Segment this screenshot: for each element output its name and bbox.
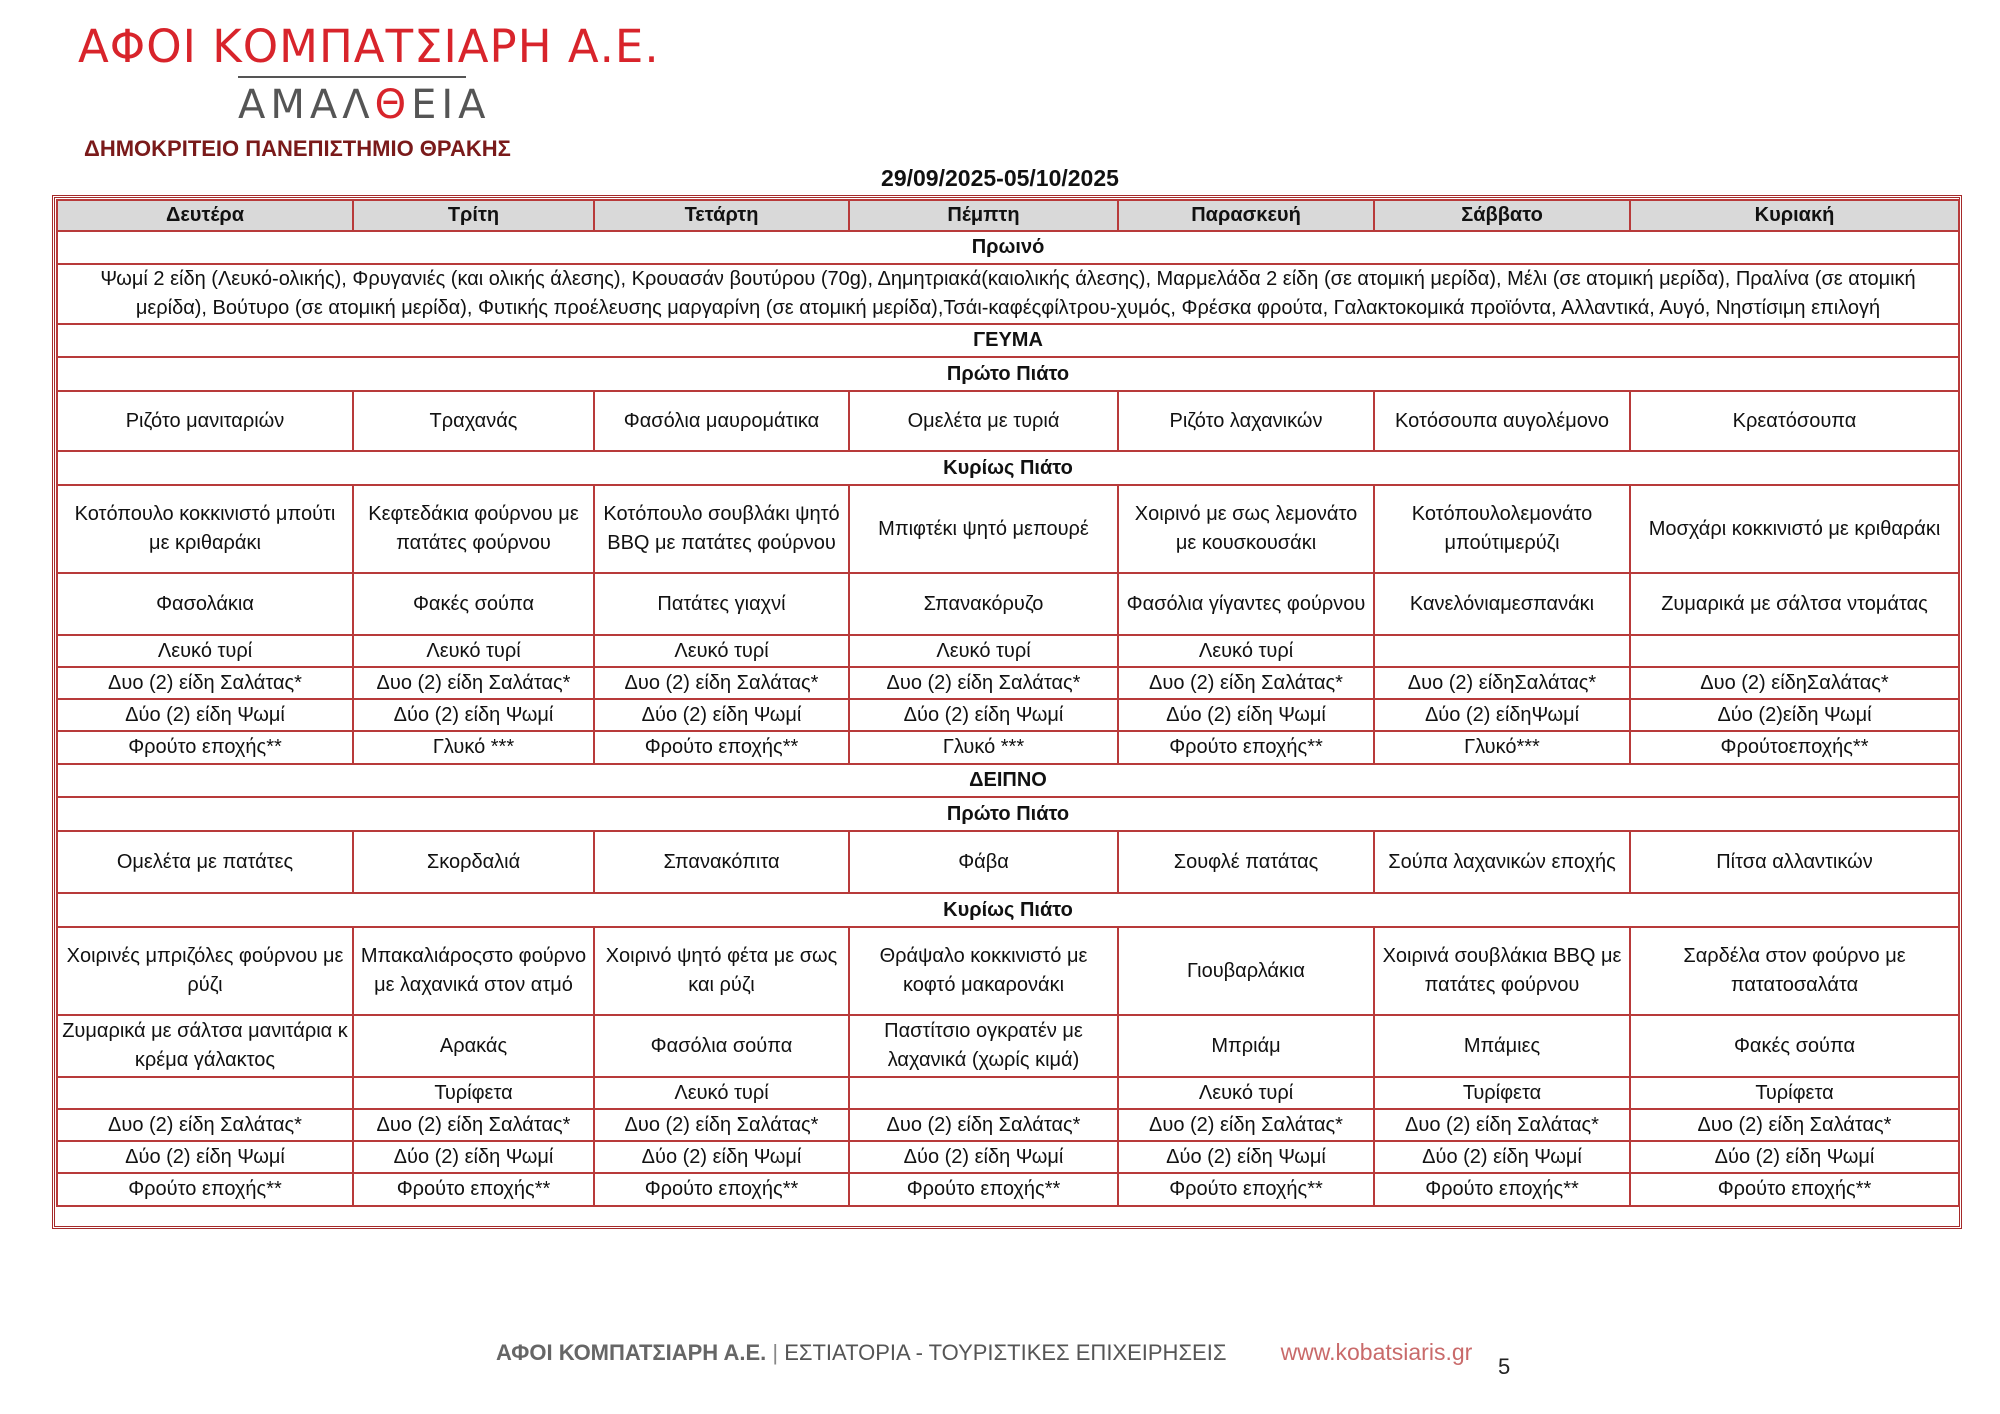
lunch-cheese-cell: Λευκό τυρί — [594, 635, 849, 667]
dinner-first-course-cell: Σουφλέ πατάτας — [1118, 831, 1374, 893]
breakfast-title-row — [57, 231, 1959, 264]
dinner-cheese-cell: Τυρίφετα — [1630, 1077, 1959, 1109]
dinner-title-row — [57, 764, 1959, 797]
lunch-bread-cell: Δύο (2) είδη Ψωμί — [1118, 699, 1374, 731]
lunch-first-course-cell: Φασόλια μαυρομάτικα — [594, 391, 849, 451]
week-range: 29/09/2025-05/10/2025 — [881, 165, 1119, 191]
dinner-cheese-cell: Τυρίφετα — [1374, 1077, 1630, 1109]
breakfast-text: Ψωμί 2 είδη (Λευκό-ολικής), Φρυγανιές (και ολικής άλεσης), Κρουασάν βουτύρου (70g), Δημητριακά(καιολικής άλεσης), Μαρμελάδα 2 είδη (σε ατομική μερίδα), Μέλι (σε ατομική μερίδα), Πραλίνα (σε ατομική μερίδα), Βούτυρο (σε ατομική μερίδα), Φυτικής προέλευσης μαργαρίνη (σε ατομική μερίδα),Τσάι-καφέςφίλτρου-χυμός, Φρέσκα φρούτα, Γαλακτοκομικά προϊόντα, Αλλαντικά, Αυγό, Νηστίσιμη επιλογή — [57, 264, 1959, 324]
logo-divider — [238, 76, 466, 78]
lunch-alt-course-cell: Φασολάκια — [57, 573, 353, 635]
lunch-alt-course-cell: Φακές σούπα — [353, 573, 594, 635]
dinner-main-course-cell: Θράψαλο κοκκινιστό με κοφτό μακαρονάκι — [849, 927, 1118, 1015]
dinner-dessert-cell: Φρούτο εποχής** — [594, 1173, 849, 1206]
lunch-alt-course-row — [57, 573, 1959, 635]
university-name: ΔΗΜΟΚΡΙΤΕΙΟ ΠΑΝΕΠΙΣΤΗΜΙΟ ΘΡΑΚΗΣ — [84, 136, 511, 161]
lunch-first-course-title: Πρώτο Πιάτο — [57, 357, 1959, 391]
lunch-salad-cell: Δυο (2) είδη Σαλάτας* — [353, 667, 594, 699]
dinner-main-course-cell: Μπακαλιάροςστο φούρνο με λαχανικά στον ατμό — [353, 927, 594, 1015]
lunch-alt-course-cell: Φασόλια γίγαντες φούρνου — [1118, 573, 1374, 635]
lunch-cheese-cell — [1374, 635, 1630, 667]
lunch-salad-row — [57, 667, 1959, 699]
lunch-first-course-cell: Ριζότο μανιταριών — [57, 391, 353, 451]
page-number: 5 — [1498, 1354, 1511, 1379]
lunch-alt-course-cell: Κανελόνιαμεσπανάκι — [1374, 573, 1630, 635]
dinner-alt-course-cell: Παστίτσιο ογκρατέν με λαχανικά (χωρίς κιμά) — [849, 1015, 1118, 1077]
lunch-bread-cell: Δύο (2) είδη Ψωμί — [594, 699, 849, 731]
dinner-cheese-cell: Λευκό τυρί — [594, 1077, 849, 1109]
dinner-first-course-cell: Σπανακόπιτα — [594, 831, 849, 893]
dinner-first-course-cell: Φάβα — [849, 831, 1118, 893]
lunch-salad-cell: Δυο (2) είδη Σαλάτας* — [57, 667, 353, 699]
lunch-dessert-cell: Φρούτο εποχής** — [57, 731, 353, 764]
lunch-main-course-cell: Κοτόπουλο σουβλάκι ψητό BBQ με πατάτες φούρνου — [594, 485, 849, 573]
breakfast-text-row — [57, 264, 1959, 324]
lunch-bread-cell: Δύο (2) είδη Ψωμί — [57, 699, 353, 731]
lunch-main-course-cell: Κοτόπουλολεμονάτο μπούτιμερύζι — [1374, 485, 1630, 573]
lunch-first-course-cell: Κρεατόσουπα — [1630, 391, 1959, 451]
lunch-dessert-row — [57, 731, 1959, 764]
dinner-alt-course-cell: Ζυμαρικά με σάλτσα μανιτάρια κ κρέμα γάλακτος — [57, 1015, 353, 1077]
lunch-main-course-cell: Κοτόπουλο κοκκινιστό μπούτι με κριθαράκι — [57, 485, 353, 573]
dinner-salad-cell: Δυο (2) είδη Σαλάτας* — [57, 1109, 353, 1141]
dinner-bread-cell: Δύο (2) είδη Ψωμί — [594, 1141, 849, 1173]
dinner-main-course-cell: Χοιρινές μπριζόλες φούρνου με ρύζι — [57, 927, 353, 1015]
dinner-cheese-cell: Λευκό τυρί — [1118, 1077, 1374, 1109]
day-header: Κυριακή — [1630, 200, 1959, 231]
dinner-alt-course-cell: Φακές σούπα — [1630, 1015, 1959, 1077]
lunch-cheese-cell — [1630, 635, 1959, 667]
lunch-salad-cell: Δυο (2) είδη Σαλάτας* — [849, 667, 1118, 699]
lunch-cheese-cell: Λευκό τυρί — [353, 635, 594, 667]
dinner-dessert-row — [57, 1173, 1959, 1206]
dinner-first-course-row — [57, 831, 1959, 893]
dinner-first-course-cell: Ομελέτα με πατάτες — [57, 831, 353, 893]
weekly-menu-table — [56, 199, 1960, 1207]
day-header: Παρασκευή — [1118, 200, 1374, 231]
dinner-salad-cell: Δυο (2) είδη Σαλάτας* — [1630, 1109, 1959, 1141]
day-header: Σάββατο — [1374, 200, 1630, 231]
lunch-cheese-cell: Λευκό τυρί — [849, 635, 1118, 667]
lunch-dessert-cell: Γλυκό*** — [1374, 731, 1630, 764]
footer-tagline: ΕΣΤΙΑΤΟΡΙΑ - ΤΟΥΡΙΣΤΙΚΕΣ ΕΠΙΧΕΙΡΗΣΕΙΣ — [784, 1340, 1227, 1365]
dinner-salad-row — [57, 1109, 1959, 1141]
dinner-bread-cell: Δύο (2) είδη Ψωμί — [57, 1141, 353, 1173]
dinner-bread-cell: Δύο (2) είδη Ψωμί — [1374, 1141, 1630, 1173]
dinner-dessert-cell: Φρούτο εποχής** — [1118, 1173, 1374, 1206]
lunch-title-row — [57, 324, 1959, 357]
dinner-salad-cell: Δυο (2) είδη Σαλάτας* — [1374, 1109, 1630, 1141]
dinner-main-course-cell: Σαρδέλα στον φούρνο με πατατοσαλάτα — [1630, 927, 1959, 1015]
lunch-dessert-cell: Φρούτο εποχής** — [594, 731, 849, 764]
dinner-cheese-cell: Τυρίφετα — [353, 1077, 594, 1109]
dinner-salad-cell: Δυο (2) είδη Σαλάτας* — [849, 1109, 1118, 1141]
lunch-alt-course-cell: Πατάτες γιαχνί — [594, 573, 849, 635]
lunch-first-course-cell: Τραχανάς — [353, 391, 594, 451]
lunch-dessert-cell: Γλυκό *** — [353, 731, 594, 764]
dinner-dessert-cell: Φρούτο εποχής** — [353, 1173, 594, 1206]
lunch-main-course-cell: Μοσχάρι κοκκινιστό με κριθαράκι — [1630, 485, 1959, 573]
dinner-main-course-title-row — [57, 893, 1959, 927]
dinner-alt-course-row — [57, 1015, 1959, 1077]
day-header: Δευτέρα — [57, 200, 353, 231]
dinner-cheese-row — [57, 1077, 1959, 1109]
lunch-bread-row — [57, 699, 1959, 731]
dinner-dessert-cell: Φρούτο εποχής** — [1374, 1173, 1630, 1206]
dinner-alt-course-cell: Φασόλια σούπα — [594, 1015, 849, 1077]
lunch-title: ΓΕΥΜΑ — [57, 324, 1959, 357]
lunch-main-course-cell: Μπιφτέκι ψητό μεπουρέ — [849, 485, 1118, 573]
dinner-alt-course-cell: Μπάμιες — [1374, 1015, 1630, 1077]
dinner-cheese-cell — [849, 1077, 1118, 1109]
lunch-cheese-row — [57, 635, 1959, 667]
lunch-salad-cell: Δυο (2) είδηΣαλάτας* — [1374, 667, 1630, 699]
lunch-main-course-cell: Κεφτεδάκια φούρνου με πατάτες φούρνου — [353, 485, 594, 573]
dinner-first-course-title: Πρώτο Πιάτο — [57, 797, 1959, 831]
dinner-main-course-cell: Χοιρινό ψητό φέτα με σως και ρύζι — [594, 927, 849, 1015]
dinner-main-course-cell: Γιουβαρλάκια — [1118, 927, 1374, 1015]
footer-company: ΑΦΟΙ ΚΟΜΠΑΤΣΙΑΡΗ Α.Ε. — [496, 1340, 767, 1365]
lunch-alt-course-cell: Σπανακόρυζο — [849, 573, 1118, 635]
dinner-bread-cell: Δύο (2) είδη Ψωμί — [353, 1141, 594, 1173]
day-header: Πέμπτη — [849, 200, 1118, 231]
dinner-dessert-cell: Φρούτο εποχής** — [849, 1173, 1118, 1206]
lunch-salad-cell: Δυο (2) είδηΣαλάτας* — [1630, 667, 1959, 699]
lunch-main-course-title: Κυρίως Πιάτο — [57, 451, 1959, 485]
dinner-cheese-cell — [57, 1077, 353, 1109]
lunch-alt-course-cell: Ζυμαρικά με σάλτσα ντομάτας — [1630, 573, 1959, 635]
dinner-salad-cell: Δυο (2) είδη Σαλάτας* — [594, 1109, 849, 1141]
lunch-main-course-cell: Χοιρινό με σως λεμονάτο με κουσκουσάκι — [1118, 485, 1374, 573]
dinner-dessert-cell: Φρούτο εποχής** — [57, 1173, 353, 1206]
dinner-bread-cell: Δύο (2) είδη Ψωμί — [1118, 1141, 1374, 1173]
brand-logo-text: ΑΜΑΛΘΕΙΑ — [238, 82, 491, 128]
dinner-main-course-title: Κυρίως Πιάτο — [57, 893, 1959, 927]
dinner-first-course-cell: Σούπα λαχανικών εποχής — [1374, 831, 1630, 893]
lunch-bread-cell: Δύο (2) είδηΨωμί — [1374, 699, 1630, 731]
lunch-cheese-cell: Λευκό τυρί — [57, 635, 353, 667]
lunch-bread-cell: Δύο (2) είδη Ψωμί — [353, 699, 594, 731]
dinner-first-course-cell: Πίτσα αλλαντικών — [1630, 831, 1959, 893]
dinner-alt-course-cell: Μπριάμ — [1118, 1015, 1374, 1077]
dinner-first-course-title-row — [57, 797, 1959, 831]
lunch-bread-cell: Δύο (2) είδη Ψωμί — [849, 699, 1118, 731]
dinner-first-course-cell: Σκορδαλιά — [353, 831, 594, 893]
lunch-bread-cell: Δύο (2)είδη Ψωμί — [1630, 699, 1959, 731]
lunch-main-course-title-row — [57, 451, 1959, 485]
lunch-first-course-cell: Ομελέτα με τυριά — [849, 391, 1118, 451]
lunch-first-course-cell: Κοτόσουπα αυγολέμονο — [1374, 391, 1630, 451]
lunch-cheese-cell: Λευκό τυρί — [1118, 635, 1374, 667]
dinner-dessert-cell: Φρούτο εποχής** — [1630, 1173, 1959, 1206]
dinner-alt-course-cell: Αρακάς — [353, 1015, 594, 1077]
dinner-main-course-row — [57, 927, 1959, 1015]
lunch-main-course-row — [57, 485, 1959, 573]
lunch-salad-cell: Δυο (2) είδη Σαλάτας* — [594, 667, 849, 699]
dinner-bread-cell: Δύο (2) είδη Ψωμί — [1630, 1141, 1959, 1173]
footer-website-link[interactable]: www.kobatsiaris.gr — [1280, 1339, 1473, 1365]
dinner-bread-row — [57, 1141, 1959, 1173]
lunch-dessert-cell: Γλυκό *** — [849, 731, 1118, 764]
lunch-salad-cell: Δυο (2) είδη Σαλάτας* — [1118, 667, 1374, 699]
lunch-dessert-cell: Φρούτο εποχής** — [1118, 731, 1374, 764]
days-header-row — [57, 200, 1959, 231]
dinner-main-course-cell: Χοιρινά σουβλάκια BBQ με πατάτες φούρνου — [1374, 927, 1630, 1015]
footer-separator: | — [772, 1340, 779, 1365]
lunch-first-course-row — [57, 391, 1959, 451]
dinner-bread-cell: Δύο (2) είδη Ψωμί — [849, 1141, 1118, 1173]
lunch-first-course-cell: Ριζότο λαχανικών — [1118, 391, 1374, 451]
lunch-first-course-title-row — [57, 357, 1959, 391]
footer — [496, 1339, 1472, 1366]
day-header: Τετάρτη — [594, 200, 849, 231]
company-logo-text: ΑΦΟΙ ΚΟΜΠΑΤΣΙΑΡΗ Α.Ε. — [78, 20, 660, 73]
day-header: Τρίτη — [353, 200, 594, 231]
lunch-dessert-cell: Φρούτοεποχής** — [1630, 731, 1959, 764]
dinner-salad-cell: Δυο (2) είδη Σαλάτας* — [1118, 1109, 1374, 1141]
dinner-salad-cell: Δυο (2) είδη Σαλάτας* — [353, 1109, 594, 1141]
dinner-title: ΔΕΙΠΝΟ — [57, 764, 1959, 797]
breakfast-title: Πρωινό — [57, 231, 1959, 264]
